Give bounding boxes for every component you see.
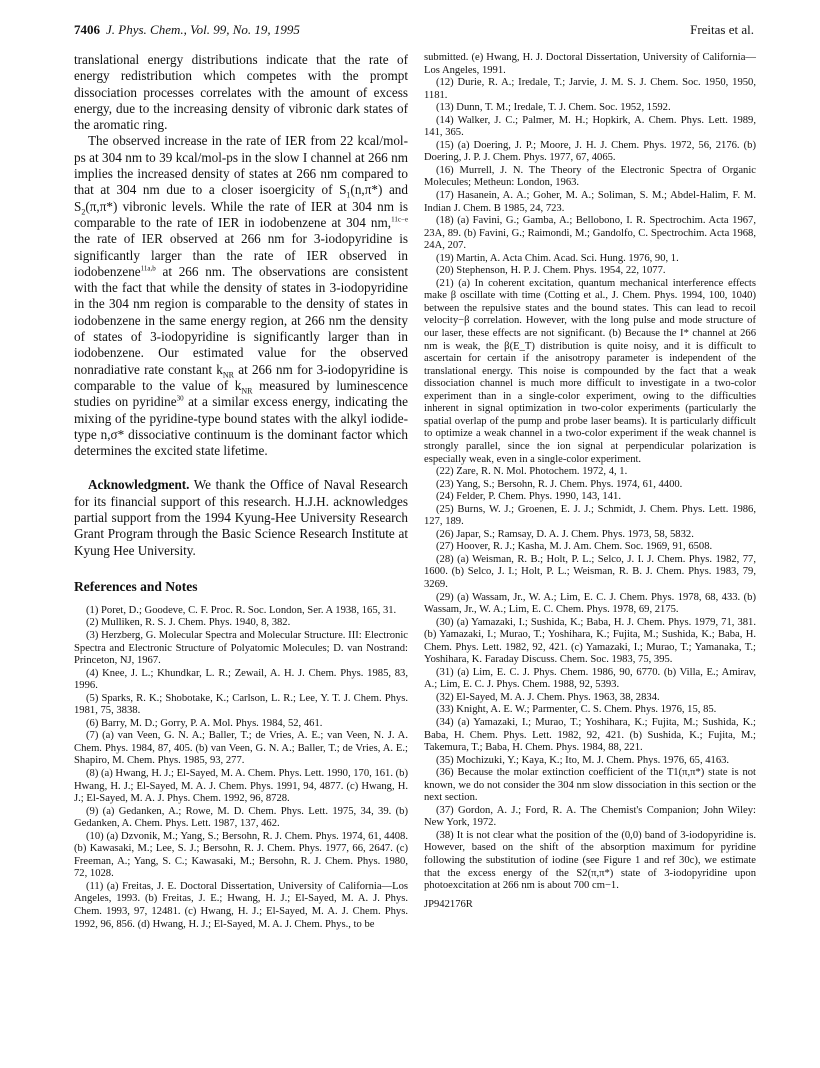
reference-item: (11) (a) Freitas, J. E. Doctoral Dissertation, University of California—Los Angeles, 1993. (b) Freitas, J. E.; Hwang, H. J.; El-Sayed, M. A. J. Phys. Chem. 1993, 97, 12481. (c) Hwang, H. J.; El-Sayed, M. A. J. Chem. Phys. 1992, 96, 856. (d) Hwang, H. J.; El-Sayed, M. A. J. Chem. Phys., to be: [74, 880, 408, 930]
paragraph-2-text-f: at 266 nm for 3-iodopyridine is comparable to the value of k: [74, 361, 409, 393]
reference-item: (27) Hoover, R. J.; Kasha, M. J. Am. Chem. Soc. 1969, 91, 6508.: [436, 541, 713, 553]
reference-item: (23) Yang, S.; Bersohn, R. J. Chem. Phys. 1974, 61, 4400.: [436, 478, 683, 490]
subscript: NR: [222, 370, 234, 380]
references-heading: References and Notes: [74, 578, 198, 594]
reference-item: (18) (a) Favini, G.; Gamba, A.; Bellobono, I. R. Spectrochim. Acta 1967, 23A, 89. (b) Favini, G.; Raimondi, M.; Gandolfo, C. Spectrochim. Acta 1968, 24A, 207.: [424, 215, 756, 252]
reference-item: (28) (a) Weisman, R. B.; Holt, P. L.; Selco, J. I. J. Chem. Phys. 1982, 77, 1600. (b) Selco, J. I.; Holt, P. L.; Weisman, R. B. J. Chem. Phys. 1983, 79, 3269.: [424, 553, 756, 590]
reference-item: (33) Knight, A. E. W.; Parmenter, C. S. Chem. Phys. 1976, 15, 85.: [436, 704, 717, 716]
subscript: 2: [81, 207, 86, 217]
references-left: [74, 605, 408, 931]
left-column: [74, 52, 408, 931]
right-column: [424, 52, 756, 910]
acknowledgment: [74, 477, 408, 558]
citation-superscript: 11a,b: [140, 264, 156, 273]
reference-item: (20) Stephenson, H. P. J. Chem. Phys. 1954, 22, 1077.: [436, 265, 666, 277]
reference-item: (9) (a) Gedanken, A.; Rowe, M. D. Chem. Phys. Lett. 1975, 34, 39. (b) Gedanken, A. Chem. Phys. Lett. 1987, 137, 462.: [74, 805, 408, 830]
journal-citation: J. Phys. Chem., Vol. 99, No. 19, 1995: [106, 22, 300, 37]
reference-item: (12) Durie, R. A.; Iredale, T.; Jarvie, J. M. S. J. Chem. Soc. 1950, 1950, 1181.: [424, 77, 756, 101]
reference-item: (19) Martin, A. Acta Chim. Acad. Sci. Hung. 1976, 90, 1.: [436, 252, 679, 264]
subscript: NR: [241, 386, 253, 396]
reference-item: (22) Zare, R. N. Mol. Photochem. 1972, 4, 1.: [436, 466, 628, 478]
reference-item: (25) Burns, W. J.; Groenen, E. J. J.; Schmidt, J. Chem. Phys. Lett. 1986, 127, 189.: [424, 503, 756, 528]
page-number: 7406: [74, 22, 100, 37]
reference-item: (24) Felder, P. Chem. Phys. 1990, 143, 141.: [436, 491, 621, 503]
document-code: JP942176R: [424, 898, 473, 910]
body-text: [74, 52, 408, 459]
reference-item: (29) (a) Wassam, Jr., W. A.; Lim, E. C. J. Chem. Phys. 1978, 68, 433. (b) Wassam, Jr., W. A.; Lim, E. C. Chem. Phys. 1978, 69, 2175.: [424, 591, 756, 616]
acknowledgment-label: Acknowledgment.: [88, 477, 190, 493]
subscript: 1: [346, 191, 351, 201]
reference-item: (8) (a) Hwang, H. J.; El-Sayed, M. A. Chem. Phys. Lett. 1990, 170, 161. (b) Hwang, H. J.; El-Sayed, M. A. J. Chem. Phys. 1991, 94, 4877. (c) Hwang, H. J.; El-Sayed, M. A. J. Phys. Chem. 1992, 96, 8728.: [74, 768, 408, 805]
citation-superscript: 30: [176, 394, 184, 403]
paragraph-2-text-e: at 266 nm. The observations are consistent with the fact that while the density of states in 3-iodopyridine in the 304 nm region is comparable to the density of states in iodobenzene in the same energy region, at 266 nm the density of states of 3-iodopyridine is significantly larger than in iodobenzene. Our estimated value for the observed nonradiative rate constant k: [74, 263, 408, 377]
reference-item: (35) Mochizuki, Y.; Kaya, K.; Ito, M. J. Chem. Phys. 1976, 65, 4163.: [436, 754, 730, 766]
running-header: [74, 22, 754, 42]
reference-item: (4) Knee, J. L.; Khundkar, L. R.; Zewail, A. H. J. Chem. Phys. 1985, 83, 1996.: [74, 667, 408, 692]
reference-item: (1) Poret, D.; Goodeve, C. F. Proc. R. Soc. London, Ser. A 1938, 165, 31.: [86, 604, 397, 616]
reference-item: (17) Hasanein, A. A.; Goher, M. A.; Soliman, S. M.; Abdel-Halim, F. M. Indian J. Chem. B 1985, 24, 723.: [424, 190, 756, 214]
paragraph-2-text-g: measured by luminescence studies on pyridine: [74, 377, 408, 410]
paragraph-2-text-d: the rate of IER observed at 266 nm for 3-iodopyridine is significantly larger than the rate of IER observed in iodobenzene: [74, 231, 408, 279]
paragraph-2-text-c: (π,π*) vibronic levels. While the rate of IER at 304 nm is comparable to the rate of IER in iodobenzene at 304 nm,: [74, 198, 408, 230]
reference-item: (16) Murrell, J. N. The Theory of the Electronic Spectra of Organic Molecules; Metheun: London, 1963.: [424, 164, 756, 189]
reference-item: (2) Mulliken, R. S. J. Chem. Phys. 1940, 8, 382.: [86, 617, 291, 629]
reference-item: (5) Sparks, R. K.; Shobotake, K.; Carlson, L. R.; Lee, Y. T. J. Chem. Phys. 1981, 75, 3838.: [74, 692, 408, 717]
citation-superscript: 11c−e: [391, 215, 408, 224]
reference-item: (6) Barry, M. D.; Gorry, P. A. Mol. Phys. 1984, 52, 461.: [86, 717, 323, 729]
paragraph-1: translational energy distributions indicate that the rate of energy redistribution which competes with the prompt dissociation processes correlates with the amount of excess energy, due to the increasing density of vibronic dark states of the aromatic ring.: [74, 52, 408, 133]
reference-item: (10) (a) Dzvonik, M.; Yang, S.; Bersohn, R. J. Chem. Phys. 1974, 61, 4408. (b) Kawasaki, M.; Lee, S. J.; Bersohn, R. J. Chem. Phys. 1977, 66, 2647. (c) Freeman, A.; Yang, S. C.; Kawasaki, M.; Bersohn, R. J. Chem. Phys. 1980, 72, 1028.: [74, 830, 408, 880]
reference-item: (37) Gordon, A. J.; Ford, R. A. The Chemist's Companion; John Wiley: New York, 1972.: [424, 804, 756, 829]
paragraph-2-text-b: (n,π*) and S: [74, 182, 408, 214]
reference-item: (21) (a) In coherent excitation, quantum mechanical interference effects make β oscillate with time (Cotting et al., J. Chem. Phys. 1994, 100, 1040) between the repulsive states and the bound states. This can lead to recoil velocity−β correlation. However, with the long pulse and mode structure of our laser, these effects are not significant. (b) Because the I* channel at 266 nm is weak, the β(E_T) distribution is quite noisy, and it is difficult to ascertain for certain if the anisotropy parameter is independent of the translational energy. This noise is compounded by the fact that a weak dissociation channel is much more difficult to investigate in a two-color experiment than in a single-color experiment, owing to the difficulties inherent in signal optimization in two-color experiments (particularly the spatial overlap of the pump and probe laser beams). It is particularly difficult to optimize a weak channel in a two-color experiment if the weak channel is strongly parallel, since the ion signal at perpendicular polarization is especially weak, even in a single-color experiment.: [424, 277, 756, 465]
reference-item: (13) Dunn, T. M.; Iredale, T. J. Chem. Soc. 1952, 1592.: [436, 102, 671, 114]
paragraph-2: [74, 133, 408, 459]
reference-item: (14) Walker, J. C.; Palmer, M. H.; Hopkirk, A. Chem. Phys. Lett. 1989, 141, 365.: [424, 114, 756, 139]
reference-item: (31) (a) Lim, E. C. J. Phys. Chem. 1986, 90, 6770. (b) Villa, E.; Amirav, A.; Lim, E. C. J. Phys. Chem. 1988, 92, 5393.: [424, 666, 756, 691]
reference-item: (7) (a) van Veen, G. N. A.; Baller, T.; de Vries, A. E.; van Veen, N. J. A. Chem. Phys. 1984, 87, 405. (b) van Veen, G. N. A.; Baller, T.; de Vries, A. E.; Shapiro, M. Chem. Phys. 1985, 93, 277.: [74, 730, 408, 767]
reference-item: (30) (a) Yamazaki, I.; Sushida, K.; Baba, H. J. Chem. Phys. 1979, 71, 381. (b) Yamazaki, I.; Murao, T.; Yoshihara, K.; Fujita, M.; Sushida, K.; Baba, H. Chem. Phys. Lett. 1982, 92, 421. (c) Yamazaki, I.; Murao, T.; Yamanaka, T.; Yoshihara, K. Faraday Discuss. Chem. Soc. 1983, 75, 395.: [424, 616, 756, 666]
paragraph-2-text-a: The observed increase in the rate of IER from 22 kcal/mol-ps at 304 nm to 39 kcal/mol-ps in the slow I channel at 266 nm implies the increased density of states at 266 nm compared to that at 304 nm due to a closer isoergicity of S: [74, 133, 408, 198]
reference-item: (15) (a) Doering, J. P.; Moore, J. H. J. Chem. Phys. 1972, 56, 2176. (b) Doering, J. P. J. Chem. Phys. 1977, 67, 4065.: [424, 139, 756, 164]
reference-item: (26) Japar, S.; Ramsay, D. A. J. Chem. Phys. 1973, 58, 5832.: [436, 528, 694, 540]
reference-item: (38) It is not clear what the position of the (0,0) band of 3-iodopyridine is. However, based on the shift of the absorption maximum for pyridine following the substitution of iodine (see Figure 1 and ref 30c), we estimate that the excess energy of the S2(π,π*) state of 3-iodopyridine upon photoexcitation at 266 nm is about 700 cm−1.: [424, 829, 756, 892]
paragraph-2-text-h: at a similar excess energy, indicating the mixing of the pyridine-type bound states with the alkyl iodide-type n,σ* dissociative continuum is the dominant factor which determines the excited state lifetime.: [74, 394, 408, 459]
acknowledgment-text: We thank the Office of Naval Research for its financial support of this research. H.J.H. acknowledges partial support from the 1994 Kyung-Hee University Research Grant Program through the Basic Science Research Institute at Kyung Hee University.: [74, 477, 408, 558]
header-authors: Freitas et al.: [690, 22, 754, 37]
reference-item: (3) Herzberg, G. Molecular Spectra and Molecular Structure. III: Electronic Spectra and Electronic Structure of Polyatomic Molecules; D. van Nostrand: Princeton, NJ, 1967.: [74, 630, 408, 667]
header-left: [74, 22, 300, 38]
reference-continuation: submitted. (e) Hwang, H. J. Doctoral Dissertation, University of California—Los Angeles, 1991.: [424, 52, 756, 76]
references-right: [424, 52, 756, 893]
reference-item: (34) (a) Yamazaki, I.; Murao, T.; Yoshihara, K.; Fujita, M.; Sushida, K.; Baba, H. Chem. Phys. Lett. 1982, 92, 421. (b) Sushida, K.; Fujita, M.; Takemura, T.; Baba, H. Chem. Phys. 1984, 88, 221.: [424, 716, 756, 754]
reference-item: (36) Because the molar extinction coefficient of the T1(π,π*) state is not known, we do not consider the 304 nm slow dissociation in this section or the next section.: [424, 767, 756, 804]
reference-item: (32) El-Sayed, M. A. J. Chem. Phys. 1963, 38, 2834.: [436, 691, 660, 703]
